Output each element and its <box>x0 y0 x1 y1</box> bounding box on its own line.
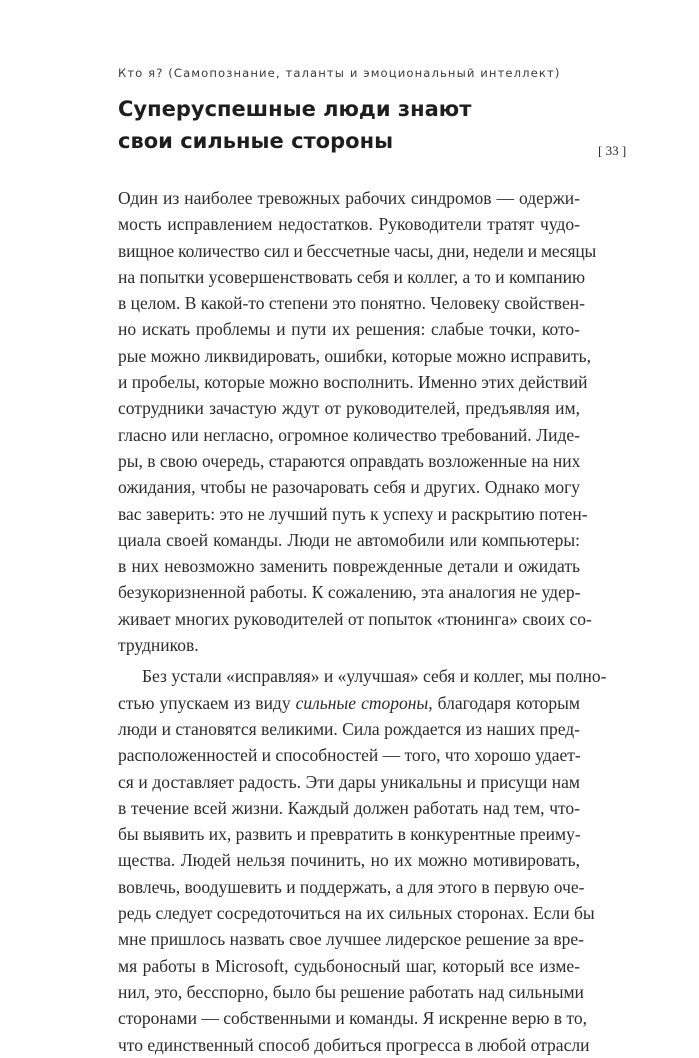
emphasis-strengths: сильные стороны, <box>295 692 433 713</box>
text-line: люди и становятся великими. Сила рождается из наших пред- <box>118 718 580 739</box>
chapter-title-line-1: Суперуспешные люди знают <box>118 97 472 121</box>
text-line: циала своей команды. Люди не автомобили или компьютеры: <box>118 529 580 550</box>
page-number: [ 33 ] <box>598 143 627 158</box>
paragraph-2 <box>118 663 607 1057</box>
body-text <box>118 185 607 1058</box>
text-line: на попытки усовершенствовать себя и коллег, а то и компанию <box>118 266 586 287</box>
text-line: ся и доставляет радость. Эти дары уникальны и присущи нам <box>118 771 580 792</box>
text-line: в течение всей жизни. Каждый должен работать над тем, что- <box>118 797 580 818</box>
text-line: но искать проблемы и пути их решения: слабые точки, кото- <box>118 319 580 340</box>
chapter-title <box>118 93 538 157</box>
text-line: нил, это, бесспорно, было бы решение работать над сильными <box>118 981 584 1002</box>
paragraph-1 <box>118 185 597 658</box>
text-line: Без устали «исправляя» и «улучшая» себя и коллег, мы полно- <box>142 666 607 687</box>
text-line: ожидания, чтобы не разочаровать себя и других. Однако могу <box>118 477 580 498</box>
text-line: трудников. <box>118 635 199 656</box>
text-line: мя работы в Microsoft, судьбоносный шаг, который все изме- <box>118 955 580 976</box>
text-line: вовлечь, воодушевить и поддержать, а для этого в первую оче- <box>118 876 585 897</box>
text-line: редь следует сосредоточиться на их сильных сторонах. Если бы <box>118 903 595 924</box>
text-line: рые можно ликвидировать, ошибки, которые можно исправить, <box>118 345 592 366</box>
text-line: вас заверить: это не лучший путь к успеху и раскрытию потен- <box>118 503 588 524</box>
text-line: и пробелы, которые можно восполнить. Именно этих действий <box>118 372 588 393</box>
text-line: что единственный способ добиться прогресса в любой отрасли <box>118 1034 590 1055</box>
text-line: мне пришлось назвать свое лучшее лидерское решение за вре- <box>118 929 584 950</box>
text-line: мость исправлением недостатков. Руководители тратят чудо- <box>118 214 580 235</box>
text-line: сотрудники зачастую ждут от руководителей, предъявляя им, <box>118 398 580 419</box>
running-head: Кто я? (Самопознание, таланты и эмоциональный интеллект) <box>118 66 561 80</box>
text-line: живает многих руководителей от попыток «тюнинга» своих со- <box>118 608 592 629</box>
text-line: в них невозможно заменить поврежденные детали и ожидать <box>118 556 580 577</box>
text-line: гласно или негласно, огромное количество требований. Лиде- <box>118 424 580 445</box>
text-line: вищное количество сил и бессчетные часы, дни, недели и месяцы <box>118 240 597 261</box>
text-line: сторонами — собственными и команды. Я искренне верю в то, <box>118 1008 587 1029</box>
text-line: щества. Людей нельзя починить, но их можно мотивировать, <box>118 850 580 871</box>
text-line: безукоризненной работы. К сожалению, эта аналогия не удер- <box>118 582 581 603</box>
text-fragment: стью упускаем из виду <box>118 692 296 713</box>
text-line-with-emphasis <box>118 690 580 716</box>
text-line: расположенностей и способностей — того, что хорошо удает- <box>118 745 581 766</box>
text-fragment: благодаря которым <box>432 692 581 713</box>
chapter-title-line-2: свои сильные стороны <box>118 129 394 153</box>
text-line: бы выявить их, развить и превратить в конкурентные преиму- <box>118 824 581 845</box>
text-line: в целом. В какой-то степени это понятно. Человеку свойствен- <box>118 293 585 314</box>
text-line: ры, в свою очередь, стараются оправдать возложенные на них <box>118 450 581 471</box>
text-line: Один из наиболее тревожных рабочих синдромов — одержи- <box>118 188 580 208</box>
